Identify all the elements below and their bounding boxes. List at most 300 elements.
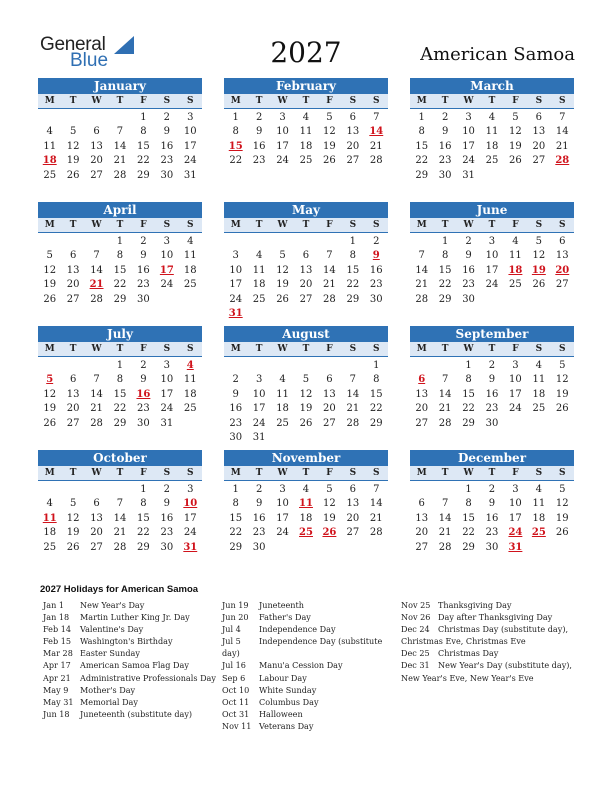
holiday-item bbox=[401, 611, 573, 623]
weekday-header bbox=[38, 94, 202, 109]
day-cell: 18 bbox=[532, 388, 546, 400]
day-cell: 27 bbox=[90, 169, 103, 181]
day-cell: 14 bbox=[90, 264, 103, 276]
day-cell: 30 bbox=[160, 541, 174, 553]
weekday-header bbox=[38, 342, 202, 357]
day-cell: 9 bbox=[140, 250, 147, 262]
holiday-date: 21 bbox=[89, 279, 104, 291]
day-cell: 18 bbox=[532, 512, 546, 524]
day-cell: 9 bbox=[255, 498, 263, 510]
day-cell: 26 bbox=[532, 279, 546, 291]
weekday-label: T bbox=[255, 344, 263, 354]
weekday-label: T bbox=[69, 220, 77, 230]
day-cell: 4 bbox=[187, 236, 194, 247]
day-cell: 31 bbox=[462, 169, 475, 181]
day-cell: 2 bbox=[488, 484, 496, 495]
day-cell: 27 bbox=[555, 279, 569, 291]
day-cell: 22 bbox=[462, 527, 475, 539]
holiday-date: 5 bbox=[46, 374, 54, 386]
holiday-date-label: Jul 4 bbox=[222, 624, 241, 635]
holiday-name: Halloween bbox=[259, 708, 303, 719]
holiday-date-label: Apr 21 bbox=[43, 672, 71, 683]
day-cell: 22 bbox=[113, 279, 127, 291]
day-cell: 27 bbox=[415, 417, 429, 429]
holiday-date: 17 bbox=[159, 264, 174, 276]
day-cell: 24 bbox=[485, 279, 499, 291]
day-cell: 2 bbox=[441, 112, 449, 123]
day-cell: 8 bbox=[116, 250, 124, 262]
day-cell: 2 bbox=[488, 360, 496, 371]
day-cell: 28 bbox=[369, 155, 383, 167]
weekday-label: W bbox=[91, 344, 102, 354]
day-cell: 12 bbox=[66, 512, 80, 524]
month-title: September bbox=[410, 326, 574, 342]
holiday-name: White Sunday bbox=[259, 684, 317, 695]
day-cell: 22 bbox=[113, 403, 127, 415]
day-cell: 6 bbox=[326, 374, 333, 386]
day-cell: 5 bbox=[512, 112, 519, 123]
day-cell: 7 bbox=[326, 250, 333, 262]
day-cell: 17 bbox=[276, 140, 289, 152]
weekday-label: S bbox=[535, 220, 543, 230]
holiday-name: Father's Day bbox=[259, 612, 311, 623]
day-cell: 28 bbox=[90, 293, 103, 305]
day-cell: 12 bbox=[66, 140, 80, 152]
day-cell: 1 bbox=[441, 236, 449, 247]
day-cell: 30 bbox=[462, 293, 475, 305]
day-grid bbox=[410, 359, 574, 431]
weekday-header bbox=[38, 466, 202, 481]
weekday-label: S bbox=[372, 344, 380, 354]
day-cell: 15 bbox=[462, 388, 475, 400]
weekday-label: T bbox=[69, 96, 77, 106]
weekday-label: S bbox=[349, 220, 357, 230]
weekday-label: W bbox=[463, 220, 474, 230]
day-cell: 7 bbox=[349, 374, 357, 386]
holiday-name-continued: New Year's Eve, New Year's Eve bbox=[401, 672, 534, 683]
day-cell: 13 bbox=[299, 264, 313, 276]
day-cell: 21 bbox=[369, 140, 383, 152]
empty-cell bbox=[271, 359, 294, 373]
holiday-name: Manu'a Cession Day bbox=[259, 660, 343, 671]
holiday-item bbox=[43, 684, 215, 696]
day-cell: 19 bbox=[555, 512, 569, 524]
weekday-header bbox=[224, 466, 388, 481]
holiday-date: 4 bbox=[186, 360, 194, 371]
day-cell: 10 bbox=[183, 126, 197, 138]
weekday-label: M bbox=[44, 220, 55, 230]
day-cell: 8 bbox=[373, 374, 380, 386]
day-cell: 14 bbox=[323, 264, 336, 276]
day-cell: 15 bbox=[415, 140, 429, 152]
empty-cell bbox=[85, 483, 108, 497]
day-cell: 12 bbox=[299, 388, 313, 400]
holiday-date-label: Jan 1 bbox=[43, 600, 65, 610]
weekday-header bbox=[224, 94, 388, 109]
weekday-label: S bbox=[558, 220, 566, 230]
weekday-label: W bbox=[277, 220, 288, 230]
empty-cell bbox=[61, 111, 84, 125]
day-cell: 27 bbox=[66, 417, 80, 429]
day-cell: 24 bbox=[462, 155, 475, 167]
day-cell: 8 bbox=[116, 374, 124, 386]
day-cell: 11 bbox=[485, 126, 499, 138]
holiday-item bbox=[401, 599, 573, 611]
day-grid bbox=[38, 111, 202, 183]
day-cell: 11 bbox=[276, 388, 289, 400]
day-cell: 3 bbox=[163, 360, 171, 371]
day-cell: 16 bbox=[462, 264, 475, 276]
day-cell: 14 bbox=[369, 498, 383, 510]
empty-cell bbox=[38, 359, 61, 373]
weekday-label: T bbox=[116, 344, 124, 354]
day-cell: 22 bbox=[229, 155, 243, 167]
holiday-date: 11 bbox=[42, 512, 57, 524]
day-cell: 23 bbox=[137, 279, 150, 291]
weekday-label: S bbox=[372, 96, 380, 106]
holiday-item bbox=[43, 635, 215, 647]
day-cell: 1 bbox=[116, 236, 124, 247]
day-cell: 10 bbox=[276, 126, 289, 138]
day-cell: 17 bbox=[229, 279, 243, 291]
empty-cell bbox=[85, 235, 108, 249]
holiday-name: Juneteenth (substitute day) bbox=[80, 708, 193, 719]
day-cell: 11 bbox=[532, 498, 546, 510]
day-cell: 23 bbox=[160, 527, 174, 539]
holiday-date-label: Oct 10 bbox=[222, 684, 250, 695]
day-cell: 12 bbox=[323, 498, 336, 510]
day-cell: 15 bbox=[229, 512, 243, 524]
day-cell: 4 bbox=[512, 236, 519, 247]
day-cell: 20 bbox=[66, 279, 80, 291]
day-cell: 23 bbox=[229, 417, 243, 429]
day-cell: 18 bbox=[252, 279, 266, 291]
day-cell: 26 bbox=[66, 169, 80, 181]
weekday-label: T bbox=[441, 344, 449, 354]
day-cell: 30 bbox=[137, 417, 150, 429]
weekday-label: T bbox=[302, 96, 310, 106]
day-cell: 21 bbox=[346, 403, 360, 415]
day-cell: 8 bbox=[232, 498, 239, 510]
holiday-item bbox=[222, 696, 394, 708]
day-cell: 6 bbox=[349, 112, 357, 123]
day-cell: 27 bbox=[66, 293, 80, 305]
weekday-label: F bbox=[512, 468, 519, 478]
day-cell: 13 bbox=[346, 126, 360, 138]
holiday-date-label: Jul 16 bbox=[222, 660, 246, 671]
day-cell: 7 bbox=[373, 484, 380, 495]
holiday-item bbox=[222, 672, 394, 684]
day-cell: 6 bbox=[69, 250, 77, 262]
empty-cell bbox=[108, 111, 131, 125]
day-cell: 8 bbox=[465, 498, 472, 510]
holiday-date-label: Mar 28 bbox=[43, 648, 73, 659]
day-cell: 19 bbox=[43, 279, 57, 291]
holiday-name: Labour Day bbox=[259, 672, 307, 683]
day-cell: 28 bbox=[415, 293, 429, 305]
day-cell: 13 bbox=[66, 388, 80, 400]
holiday-date: 31 bbox=[228, 307, 243, 319]
day-cell: 3 bbox=[465, 112, 472, 123]
day-cell: 24 bbox=[160, 279, 174, 291]
day-grid bbox=[224, 359, 388, 445]
day-cell: 8 bbox=[140, 498, 147, 510]
holiday-item bbox=[43, 708, 215, 720]
weekday-label: T bbox=[116, 468, 124, 478]
empty-cell bbox=[247, 359, 270, 373]
holiday-date-label: Oct 31 bbox=[222, 708, 250, 719]
month-january bbox=[38, 78, 202, 183]
day-cell: 8 bbox=[232, 126, 239, 138]
day-cell: 23 bbox=[485, 527, 499, 539]
holiday-date-label: Jan 18 bbox=[43, 612, 70, 623]
holiday-item bbox=[43, 647, 215, 659]
holiday-date-label: Feb 14 bbox=[43, 624, 72, 635]
day-cell: 23 bbox=[438, 155, 452, 167]
month-title: January bbox=[38, 78, 202, 94]
day-cell: 3 bbox=[187, 484, 194, 495]
month-title: February bbox=[224, 78, 388, 94]
holiday-list-column-1 bbox=[43, 599, 215, 720]
day-cell: 14 bbox=[415, 264, 429, 276]
day-cell: 25 bbox=[509, 279, 522, 291]
day-cell: 9 bbox=[232, 388, 239, 400]
day-cell: 15 bbox=[137, 140, 150, 152]
day-cell: 31 bbox=[252, 431, 266, 443]
day-cell: 3 bbox=[163, 236, 171, 247]
holiday-date: 15 bbox=[228, 140, 243, 152]
day-cell: 10 bbox=[485, 250, 499, 262]
day-cell: 11 bbox=[299, 126, 313, 138]
day-cell: 20 bbox=[415, 403, 429, 415]
day-cell: 10 bbox=[229, 264, 243, 276]
day-cell: 1 bbox=[232, 484, 239, 495]
empty-cell bbox=[341, 359, 364, 373]
holiday-name: Christmas Day (substitute day), bbox=[438, 624, 569, 635]
day-cell: 31 bbox=[160, 417, 174, 429]
holiday-name: Easter Sunday bbox=[80, 648, 140, 659]
day-cell: 27 bbox=[415, 541, 429, 553]
holiday-name: Christmas Day bbox=[438, 648, 499, 659]
weekday-label: T bbox=[488, 468, 496, 478]
day-cell: 28 bbox=[438, 417, 452, 429]
day-cell: 3 bbox=[512, 484, 519, 495]
holiday-date: 18 bbox=[42, 155, 57, 167]
weekday-label: T bbox=[116, 220, 124, 230]
weekday-label: T bbox=[116, 96, 124, 106]
day-cell: 17 bbox=[276, 512, 289, 524]
month-title: November bbox=[224, 450, 388, 466]
month-september bbox=[410, 326, 574, 431]
day-cell: 3 bbox=[187, 112, 194, 123]
holiday-date-label: Jun 19 bbox=[222, 600, 249, 610]
weekday-label: S bbox=[558, 344, 566, 354]
day-cell: 15 bbox=[438, 264, 452, 276]
day-cell: 30 bbox=[229, 431, 243, 443]
weekday-label: F bbox=[140, 96, 147, 106]
day-cell: 25 bbox=[252, 293, 266, 305]
day-cell: 12 bbox=[509, 126, 522, 138]
day-cell: 16 bbox=[369, 264, 383, 276]
day-cell: 19 bbox=[66, 527, 80, 539]
holiday-date-label: Jun 18 bbox=[43, 708, 70, 719]
day-cell: 5 bbox=[46, 250, 53, 262]
holiday-date-label: Jun 20 bbox=[222, 612, 249, 623]
day-cell: 6 bbox=[93, 498, 100, 510]
day-cell: 14 bbox=[113, 140, 127, 152]
holiday-name: Day after Thanksgiving Day bbox=[438, 612, 553, 623]
day-cell: 20 bbox=[532, 140, 546, 152]
day-cell: 26 bbox=[509, 155, 522, 167]
day-cell: 13 bbox=[532, 126, 546, 138]
day-grid bbox=[224, 235, 388, 321]
weekday-label: F bbox=[326, 220, 333, 230]
day-cell: 29 bbox=[113, 293, 127, 305]
day-cell: 19 bbox=[323, 512, 336, 524]
day-cell: 17 bbox=[160, 388, 174, 400]
logo-text-general: General bbox=[40, 34, 106, 55]
day-cell: 29 bbox=[137, 169, 150, 181]
day-cell: 4 bbox=[302, 112, 310, 123]
country-title: American Samoa bbox=[420, 44, 575, 65]
weekday-header bbox=[410, 466, 574, 481]
month-august bbox=[224, 326, 388, 445]
day-cell: 12 bbox=[276, 264, 289, 276]
weekday-label: F bbox=[326, 468, 333, 478]
day-cell: 2 bbox=[465, 236, 472, 247]
day-cell: 15 bbox=[369, 388, 383, 400]
weekday-label: T bbox=[441, 468, 449, 478]
day-cell: 7 bbox=[441, 374, 449, 386]
holiday-date-label: Feb 15 bbox=[43, 636, 72, 647]
day-cell: 18 bbox=[485, 140, 499, 152]
day-cell: 9 bbox=[488, 374, 496, 386]
month-october bbox=[38, 450, 202, 555]
weekday-label: T bbox=[255, 96, 263, 106]
day-cell: 16 bbox=[485, 512, 499, 524]
empty-cell bbox=[85, 111, 108, 125]
weekday-label: S bbox=[186, 468, 194, 478]
weekday-header bbox=[224, 342, 388, 357]
weekday-label: W bbox=[463, 468, 474, 478]
weekday-label: W bbox=[91, 96, 102, 106]
weekday-header bbox=[38, 218, 202, 233]
day-cell: 24 bbox=[160, 403, 174, 415]
weekday-header bbox=[410, 342, 574, 357]
day-cell: 11 bbox=[532, 374, 546, 386]
holiday-date-label: Dec 24 bbox=[401, 624, 430, 635]
day-cell: 11 bbox=[183, 250, 197, 262]
holiday-date: 9 bbox=[372, 250, 380, 262]
empty-cell bbox=[61, 483, 84, 497]
weekday-label: F bbox=[512, 344, 519, 354]
day-cell: 6 bbox=[69, 374, 77, 386]
month-june bbox=[410, 202, 574, 307]
day-cell: 21 bbox=[113, 527, 127, 539]
day-cell: 2 bbox=[255, 112, 263, 123]
holiday-date: 10 bbox=[183, 498, 198, 510]
day-cell: 11 bbox=[509, 250, 522, 262]
day-cell: 7 bbox=[116, 126, 124, 138]
day-cell: 20 bbox=[90, 527, 103, 539]
day-cell: 13 bbox=[90, 512, 103, 524]
holiday-date-label: Nov 26 bbox=[401, 612, 431, 623]
day-cell: 7 bbox=[373, 112, 380, 123]
day-cell: 24 bbox=[252, 417, 266, 429]
day-cell: 22 bbox=[438, 279, 452, 291]
day-cell: 25 bbox=[532, 403, 546, 415]
day-cell: 1 bbox=[465, 484, 472, 495]
day-cell: 2 bbox=[140, 236, 147, 247]
day-cell: 2 bbox=[163, 484, 171, 495]
day-cell: 13 bbox=[555, 250, 569, 262]
weekday-label: S bbox=[163, 220, 171, 230]
day-cell: 30 bbox=[160, 169, 174, 181]
day-cell: 18 bbox=[299, 512, 313, 524]
day-cell: 22 bbox=[369, 403, 383, 415]
day-cell: 10 bbox=[160, 374, 174, 386]
day-cell: 16 bbox=[252, 140, 266, 152]
month-title: June bbox=[410, 202, 574, 218]
holiday-list-column-2 bbox=[222, 599, 394, 732]
day-cell: 20 bbox=[346, 512, 360, 524]
weekday-label: S bbox=[186, 220, 194, 230]
weekday-label: S bbox=[558, 96, 566, 106]
holiday-name: Columbus Day bbox=[259, 696, 319, 707]
day-cell: 21 bbox=[369, 512, 383, 524]
day-cell: 12 bbox=[43, 264, 57, 276]
weekday-label: W bbox=[91, 468, 102, 478]
weekday-label: S bbox=[558, 468, 566, 478]
holiday-item bbox=[401, 647, 573, 659]
day-cell: 21 bbox=[438, 403, 452, 415]
day-cell: 31 bbox=[183, 169, 197, 181]
day-cell: 29 bbox=[346, 293, 360, 305]
day-cell: 1 bbox=[116, 360, 124, 371]
day-cell: 8 bbox=[441, 250, 449, 262]
day-cell: 3 bbox=[488, 236, 496, 247]
holiday-item bbox=[222, 708, 394, 720]
day-cell: 20 bbox=[346, 140, 360, 152]
weekday-label: S bbox=[163, 96, 171, 106]
month-title: March bbox=[410, 78, 574, 94]
weekday-label: M bbox=[416, 468, 427, 478]
holiday-date: 20 bbox=[555, 264, 570, 276]
day-cell: 10 bbox=[509, 374, 522, 386]
weekday-label: T bbox=[488, 96, 496, 106]
day-cell: 25 bbox=[485, 155, 499, 167]
day-cell: 24 bbox=[183, 155, 197, 167]
day-cell: 12 bbox=[43, 388, 57, 400]
holiday-name: New Year's Day bbox=[80, 600, 145, 610]
weekday-label: W bbox=[277, 96, 288, 106]
day-cell: 28 bbox=[323, 293, 336, 305]
day-cell: 8 bbox=[418, 126, 425, 138]
day-cell: 16 bbox=[438, 140, 452, 152]
holiday-date: 18 bbox=[508, 264, 523, 276]
day-cell: 27 bbox=[299, 293, 313, 305]
holiday-date-label: Dec 25 bbox=[401, 648, 430, 659]
day-cell: 13 bbox=[415, 388, 429, 400]
day-cell: 9 bbox=[465, 250, 472, 262]
weekday-label: M bbox=[230, 344, 241, 354]
day-cell: 21 bbox=[415, 279, 429, 291]
day-cell: 10 bbox=[160, 250, 174, 262]
holiday-date-label: May 31 bbox=[43, 696, 74, 707]
month-title: December bbox=[410, 450, 574, 466]
day-cell: 12 bbox=[323, 126, 336, 138]
weekday-header bbox=[410, 218, 574, 233]
